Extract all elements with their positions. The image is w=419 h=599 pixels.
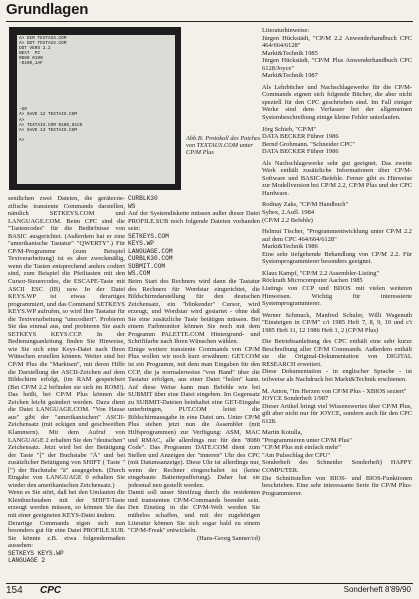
text-line: Eine sehr tiefgehende Behandlung von CP/M 2.2. Für Systemprogrammierer besonders geeignet.	[262, 250, 412, 266]
text-line: Sybex, 2.Aufl. 1984	[262, 209, 315, 217]
text-line: Bernd Grohmann. "Schneider CPC"	[262, 140, 355, 148]
issue-label: Sonderheft 8'89/90	[343, 585, 411, 594]
code-line: LANGUAGE 2	[8, 557, 46, 565]
code-line: WS	[128, 202, 136, 210]
screen-line: -G0	[19, 107, 27, 113]
text-line: "Programmieren unter CP/M Plus"	[262, 436, 352, 444]
text-line: Literaturhinweise:	[262, 27, 310, 34]
screen-line: A> TEXTAIS.COM 0100,01C0	[19, 122, 83, 128]
text-line: (CP/M 2.2 Befehle)	[262, 216, 313, 224]
text-line: M. Anton, "Im Herzen von CP/M Plus - XBIOS seziert"	[262, 387, 407, 395]
text-line: Jürgen Hückstädt, "CP/M 2.2 Anwenderhandbuch CPC 464/664/6128"	[262, 34, 412, 50]
column-middle	[128, 195, 260, 542]
text-line: DATA BECKER Führer 1986	[262, 133, 339, 141]
text-line: Martin Kotulla,	[262, 429, 303, 437]
paragraph: Beim Start des Rechners wird dann die Tastatur des Rechners für Wordstar eingerichtet, die Bildschirmdarstellung für den deutschen Zeichensatz, ein "blinkender" Cursor, wird erzeugt, und Wordstar wird gestartet - ohne daß Sie eine zusätzliche Taste betätigen müssen. Bei einem Farbmonitor können Sie noch mit dem Programm PALETTE.COM Hintergrund- und Schriftfarbe nach Ihren Wünschen wählen.	[128, 278, 260, 346]
text-line: Röckrath Microcomputer Aachen 1985	[262, 277, 363, 285]
file-item: KEYS.WP	[128, 240, 154, 248]
magazine-brand: CPC	[40, 585, 62, 596]
column-left	[8, 195, 125, 565]
text-line: "Am Pulsschlag der CPU"	[262, 451, 331, 459]
paragraph: Auf der Systemdiskette müssen außer dieser Datei PROFILE.SUB noch folgende Dateien vorhanden sein:	[128, 210, 260, 233]
file-item: CURBLK30.COM	[128, 255, 173, 263]
file-item: SUBMIT.COM	[128, 262, 166, 270]
text-line: Klaus Kampf, "CP/M 2.2 Assembler-Listing"	[262, 269, 380, 277]
footer-rule	[6, 583, 413, 584]
code-line: CURBLK30	[128, 195, 158, 202]
screen-line: -D100,1AF	[19, 61, 43, 67]
text-line: Dieser Artikel bringt viel Wissenswertes über CP/M Plus, gilt aber nicht nur für JOYCE, sondern auch für den CPC 6128.	[262, 402, 412, 425]
text-line: Diese Dokumentation - in englischer Sprache - ist teilweise als Nachdruck bei Markt&Technik erschienen.	[262, 368, 412, 383]
text-line: Jürgen Hückstädt, "CP/M Plus Anwenderhandbuch CPC 6128/Joyce"	[262, 57, 412, 72]
paragraph: Wenn es Sie stört, daß bei den Umlauten die Kleinbuchstaben mit der SHIFT-Taste erzeugt werden müssen, so können Sie das mit einer geeigneten KEYS-Datei ändern.	[8, 489, 125, 519]
figure-caption: Abb.B: Protokoll des Patches von TEXTAUS.COM unter CP/M Plus	[186, 135, 261, 157]
page-number: 154	[6, 585, 23, 596]
file-item: SETKEYS.COM	[128, 232, 169, 240]
text-line: Sonderheft des Schneider Sonderheft) HAPPY COMPUTER.	[262, 459, 412, 474]
author-credit: (Hans-Georg Sanner/cd)	[197, 534, 260, 542]
screen-line: A>	[19, 137, 25, 143]
screen-line: DDT VERS 2.2	[19, 46, 51, 52]
text-line: Jörg Schieb, "CP/M"	[262, 125, 316, 133]
text-line: "CP/M Plus mit einfach mehr"	[262, 444, 341, 452]
screen-line: A> DIR TEXTAIS.COM	[19, 36, 67, 41]
text-line: Als Lehrbücher und Nachschlagewerke für die CP/M-Commands eignen sich folgende Bücher, die aber nicht speziell für den CPC geschrieben sind. Im Fall einiger Werke sind dem Verfasser bei der allgemeinen Systembeschreibung einige kleine Fehler unterlaufen.	[262, 83, 412, 122]
paragraph: sentlichen zwei Dateien, die geräteспе-zifische transiente Commands darstellen, nämlich SETKEYS.COM und LANGUAGE.COM. Beim CPC sind die "Tastencodes" für die Bedürfnisse von BASIC ausgerichtet. (Außerdem hat er eine "amerikanische Tastatur" "QWERTY".) Für CP/M-Programme (zum Beispiel Textverarbeitung) ist es aber zweckmäßig, wenn die Tasten entsprechend anders codiert sind, zum Beispiel die Pfeiltasten mit den Cursor-Steuercodes, die ESCAPE-Taste mit ASCII ESC (IB) usw. In der Datei KEYS.WP ist etwas derartiges programmiert, und das Command SETKEYS KEYS.WP aufrufen, so wird Ihre Tastatur für die Textverarbeitung "umcodiert". Probieren Sie das einmal aus, und probieren Sie auch SETKEYS KEYS.CCP. In der Bedienungsanleitung finden Sie Hinweise, wie Sie sich eine Keys-Datei nach Ihren Wünschen erstellen können. Weiter sind bei CP/M Plus die "Marktsen", mit deren Hilfe die Darstellung der ASCII-Zeichen auf dem Bildschirm erfolgt, (im RAM gespeichert (Bei CP/M 2.2 befinden sie sich im ROM!). Das heißt, bei CP/M Plus können die Zeichen leicht geändert werden. Dazu dient die Datei LANGUAGE.COM. "Von Hause aus" gibt der "amerikanischen" ASCII-Zeichensatz (mit eckigen und geschweiften Klammern). Mit dem Aufruf von LANGUAGE 2 erhalten Sie den "deutschen" Zeichensatz. Jetzt wird bei der Betätigung der Taste "[" der Buchstabe "Ä" und bei zusätzlicher Betätigung von SHIFT ( Taste "[") der Buchstabe "ä" ausgegeben. (Durch Eingabe von LANGUAGE 0 erhalten Sie wieder den amerikanischen Zeichensatz.)	[8, 195, 125, 489]
text-line: Markt&Technik 1985	[262, 49, 318, 57]
screen-line: NEXT PC	[19, 51, 41, 57]
screen-line: A> SAVE 13 TEXTAIS.COM	[19, 127, 77, 133]
paragraph: Damit soll unser Streifzug durch die residenten und transienten CP/M-Commands beendet sein. Den Einstieg in die CP/M-Welt werden Sie mühelos schaffen, und mit der zugehörigen Literatur können Sie sich sogar bald zu einem "CP/M-Freak" entwickeln.	[128, 489, 260, 535]
section-title: Grundlagen	[6, 1, 89, 18]
text-line: Markt&Technik 1986	[262, 243, 318, 251]
screen-line: A> DDT TEXTAIS.COM	[19, 41, 67, 47]
text-line: Markt&Technik 1987	[262, 72, 318, 80]
text-line: Werner Schmuck, Manfred Schuler, Willi Wagenuth "Einsteigen in CP/M" c/t 1985 Heft 7, 8, 9, 10 und c't 1985 Heft 11, 12 1986 Heft 1, 2 (CP/M Plus)	[262, 311, 412, 334]
text-line: Die Betriebsanleitung des CPC enthält eine sehr kurze Beschreibung aller CP/M Commands. Außerdem enthält sie die Original-Dokumentation von DIGITAL RESEARCH erweitert.	[262, 338, 412, 368]
text-line: Die Schnittstellen von BIOS- und BIOS-Funktionen beschrieben. Eine sehr interessante Serie für CP/M Plus-Programmierer.	[262, 474, 412, 497]
column-right	[262, 27, 412, 497]
text-line: Listings von CCP und BDOS mit vielen weiteren Hinweisen. Wichtig für interessierte Systemprogrammierer.	[262, 284, 412, 308]
screen-line: A> SAVE 12 TEXTAIS.COM	[19, 112, 77, 118]
text-line: DATA BECKER Führer 1986	[262, 148, 339, 156]
screen-line: 0D00 0100	[19, 56, 43, 62]
screen-line: A>	[19, 117, 25, 123]
text-line: Helmut Tischer, "Programmentwicklung unter CP/M 2.2 auf dem CPC 464/664/6128"	[262, 228, 412, 243]
paragraph: Derartige Commands eigen sich nun besonders gut für eine Datei PROFILE.SUB. Sie könnte z.B. etwa folgendermaßen aussehen:	[8, 519, 125, 550]
code-line: SETKEYS KEYS.WP	[8, 549, 64, 557]
screenshot-figure	[9, 27, 181, 190]
text-line: JOYCE Sonderheft 1/987	[262, 395, 329, 403]
text-line: Als Nachschlagewerke sehr gut geeignet. Das zweite Werk enthält zusätzliche Informationen über CP/M-Software und BASIC-Befehle. Ferner gibt es Hinweise zur Modellversion bei CP/M 2.2, CP/M Plus und der CPC Hardware.	[262, 159, 412, 197]
file-item: LANGUAGE.COM	[128, 247, 173, 255]
paragraph: Einige weitere transiente Commands von CP/M Plus wollen wir noch kurz erwähnen: GET.COM ist ein Programm, mit dem man Eingaben für den CCP, die ja normalerweise "von Hand" über die Tastatur erfolgen, aus einer Datei "holen" kann. Auf diese Weise kann man Befehle wie bei SUBMIT über eine Datei eingeben. Im Gegensatz zu SUBMIT-Dateien beinhaltet eine GET-Eingabe unterbringen, PUT.COM leitet die Bildschirmausgabe in eine Datei um. Unter CP/M Plus stehen jetzt nun die Assembler (mit Hilfsprogrammen) zur Verfügung: ASM, MAC und RMAC, alle allerdings nur für den "8080 Code". Das Programm DATE.COM dient zum Stellen und Anzeigen der "inneren" Uhr des CPC (mit Datumsanzeige). Diese Uhr ist allerdings nur, wenn der Rechner eingeschaltet ist (keine eingebaute Batteriepufferung). Daher hat sie jedesmal neu gestellt werden.	[128, 345, 260, 489]
file-item: WS.COM	[128, 270, 151, 278]
text-line: Rodnay Zaks, "CP/M Handbuch"	[262, 201, 349, 209]
header-rule	[6, 21, 413, 22]
screen-text	[17, 35, 175, 184]
